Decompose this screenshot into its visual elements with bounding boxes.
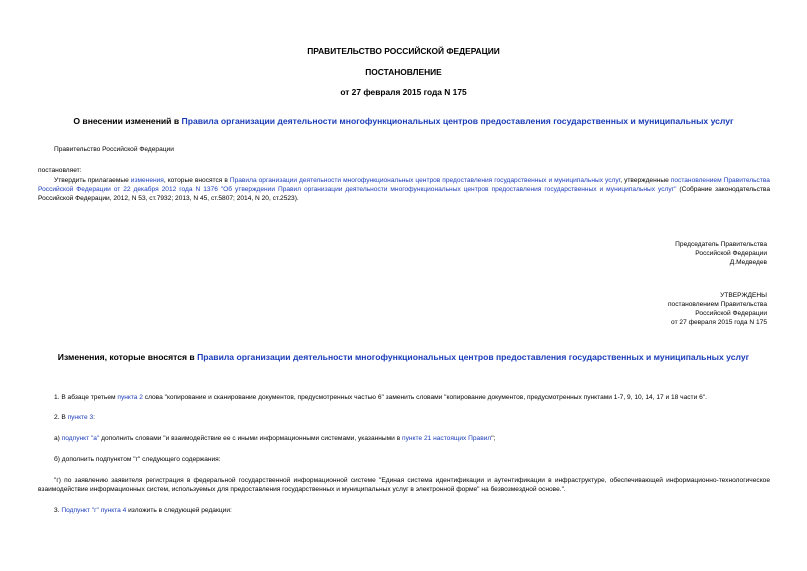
signature-block (517, 240, 767, 267)
p1-text-a: Утвердить прилагаемые (54, 177, 131, 184)
government-heading: ПРАВИТЕЛЬСТВО РОССИЙСКОЙ ФЕДЕРАЦИИ (307, 46, 500, 56)
item-2 (38, 413, 770, 422)
changes-title-rules-link[interactable]: Правила организации деятельности многофункциональных центров предоставления государственных и муниципальных услуг (197, 352, 750, 362)
item-2a-point-21-link[interactable]: пункте 21 настоящих Правил (402, 435, 492, 442)
item-1-text-b: слова "копирование и сканирование документов, предусмотренных частью 6" заменить словами "копирование документов, предусмотренных пунктами 1-7, 9, 10, 14, 17 и 18 части 6". (142, 394, 707, 401)
changes-title (0, 352, 807, 362)
item-2a-text-c: "; (491, 435, 496, 442)
item-2a-text-a: а) (54, 435, 62, 442)
p1-text-c: , утвержденные (620, 177, 671, 184)
title-rules-link[interactable]: Правила организации деятельности многофункциональных центров предоставления государственных и муниципальных услуг (181, 116, 734, 126)
item-3-text-b: изложить в следующей редакции: (126, 507, 232, 514)
p1-rules-link[interactable]: Правила организации деятельности многофункциональных центров предоставления государственных и муниципальных услуг (229, 177, 621, 184)
title-prefix: О внесении изменений в (73, 116, 182, 126)
item-3-text-a: 3. (54, 507, 62, 514)
government-line: Правительство Российской Федерации (54, 146, 174, 153)
item-2a-subpoint-a-link[interactable]: подпункт "а" (61, 435, 100, 442)
item-2b-quote: "г) по заявлению заявителя регистрация в федеральной государственной информационной системе "Единая система идентификации и аутентификации в инфраструктуре, обеспечивающей информационно-технологическое взаимодействие информационных систем, используемых для предоставления государственных и муниципальных услуг в электронной форме" на безвозмездной основе.". (38, 477, 770, 493)
signature-line-1: Председатель Правительства (675, 241, 767, 248)
p1-resolution-link[interactable]: постановлением Правительства Российской Федерации от 22 декабря 2012 года N 1376 "Об утверждении Правил организации деятельности многофункциональных центров предоставления государственных и муниципальных услуг" (38, 177, 770, 193)
p1-text-b: , которые вносятся в (163, 177, 230, 184)
item-1-point-2-link[interactable]: пункта 2 (117, 394, 143, 401)
changes-title-prefix: Изменения, которые вносятся в (57, 352, 198, 362)
p1-text-d: (Собрание законодательства Российской Федерации, 2012, N 53, ст.7932; 2013, N 45, ст.5807; 2014, N 20, ст.2523). (38, 186, 770, 202)
signature-line-3: Д.Медведев (729, 259, 767, 266)
approved-block (517, 291, 767, 327)
item-2-text-a: 2. В (54, 414, 68, 421)
item-2a (38, 434, 770, 443)
approved-line-4: от 27 февраля 2015 года N 175 (671, 319, 767, 326)
document-date-number: от 27 февраля 2015 года N 175 (340, 87, 467, 97)
item-1 (38, 393, 770, 402)
item-2-point-3-link[interactable]: пункте 3 (67, 414, 94, 421)
approved-line-3: Российской Федерации (695, 310, 767, 317)
decides-line: постановляет: (38, 167, 82, 174)
item-2b: б) дополнить подпунктом "г" следующего содержания: (54, 456, 221, 463)
item-2-text-b: : (93, 414, 95, 421)
approved-line-2: постановлением Правительства (667, 301, 767, 308)
item-3-subpoint-link[interactable]: Подпункт "г" пункта 4 (61, 507, 127, 514)
item-2a-text-b: дополнить словами "и взаимодействие ее с иными информационными системами, указанными в (99, 435, 403, 442)
signature-line-2: Российской Федерации (695, 250, 767, 257)
paragraph-approve (38, 176, 770, 203)
document-title (0, 116, 807, 126)
document-type: ПОСТАНОВЛЕНИЕ (365, 67, 442, 77)
item-3 (38, 506, 770, 515)
approved-line-1: УТВЕРЖДЕНЫ (720, 292, 767, 299)
item-1-text-a: 1. В абзаце третьем (54, 394, 118, 401)
p1-changes-link[interactable]: изменения (130, 177, 164, 184)
